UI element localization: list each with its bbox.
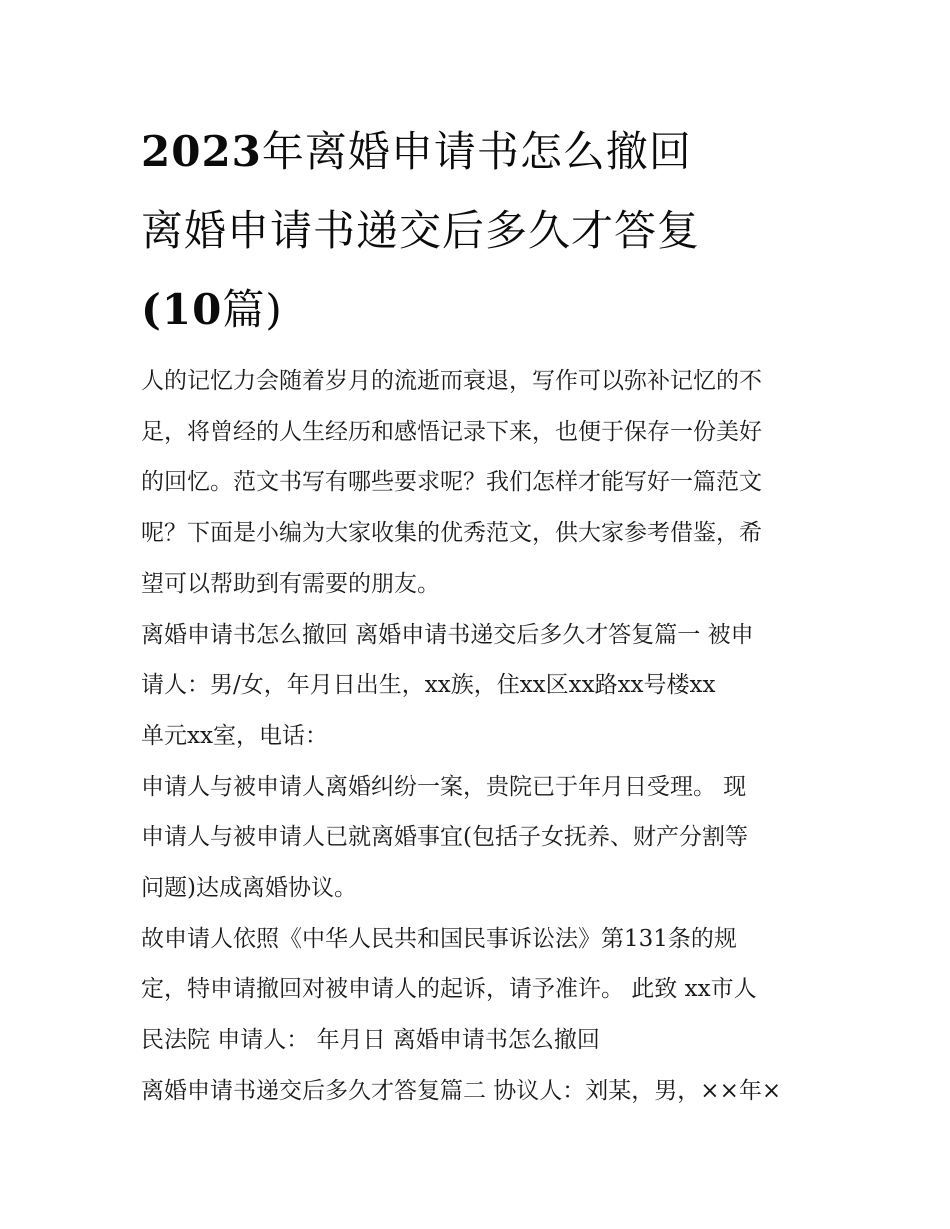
text-line: 的回忆。范文书写有哪些要求呢？我们怎样才能写好一篇范文: [141, 469, 762, 496]
intro-paragraph: [141, 356, 821, 610]
case-paragraph: [141, 762, 821, 914]
document-body: [141, 356, 821, 1117]
respondent-paragraph: [141, 610, 821, 762]
text-line: 请人：男/女，年月日出生，xx族，住xx区xx路xx号楼xx: [141, 672, 716, 699]
agreement-paragraph: [141, 1066, 821, 1117]
text-line: 单元xx室，电话：: [141, 722, 328, 749]
text-line: 故申请人依照《中华人民共和国民事诉讼法》第131条的规: [141, 925, 737, 952]
text-line: 定，特申请撤回对被申请人的起诉，请予准许。 此致 xx市人: [141, 976, 757, 1003]
text-line: 申请人与被申请人离婚纠纷一案，贵院已于年月日受理。 现: [141, 773, 747, 800]
title-line: 2023年离婚申请书怎么撤回: [141, 127, 692, 176]
text-line: 问题)达成离婚协议。: [141, 875, 357, 902]
text-line: 申请人与被申请人已就离婚事宜(包括子女抚养、财产分割等: [141, 824, 748, 851]
text-line: 呢？下面是小编为大家收集的优秀范文，供大家参考借鉴，希: [141, 520, 762, 547]
text-line: 离婚申请书怎么撤回 离婚申请书递交后多久才答复篇一 被申: [141, 621, 754, 648]
withdrawal-paragraph: [141, 914, 821, 1066]
text-line: 民法院 申请人： 年月日 离婚申请书怎么撤回: [141, 1027, 600, 1054]
text-line: 望可以帮助到有需要的朋友。: [141, 570, 440, 597]
text-line: 离婚申请书递交后多久才答复篇二 协议人：刘某，男，××年×: [141, 1077, 782, 1104]
text-line: 人的记忆力会随着岁月的流逝而衰退，写作可以弥补记忆的不: [141, 368, 762, 394]
title-line: 离婚申请书递交后多久才答复: [141, 206, 701, 255]
document-title: [141, 112, 831, 349]
text-line: 足，将曾经的人生经历和感悟记录下来，也便于保存一份美好: [141, 418, 762, 445]
title-line: (10篇): [141, 285, 283, 334]
